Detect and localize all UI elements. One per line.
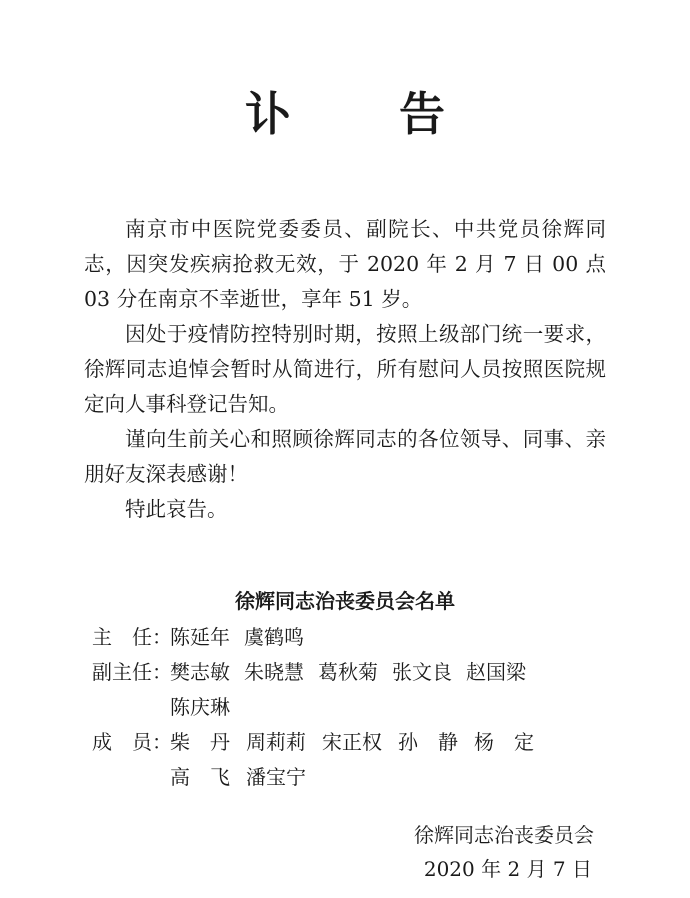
deputy-name: 樊志敏	[170, 660, 230, 684]
document-title: 讣 告	[244, 87, 491, 141]
director-label: 主 任：	[92, 625, 172, 649]
deputy-name: 葛秋菊	[318, 660, 378, 684]
signature-date: 2020 年 2 月 7 日	[423, 857, 592, 881]
member-name: 高 飞	[170, 765, 230, 789]
roster-row-members	[92, 725, 592, 795]
member-name: 周莉莉	[246, 730, 306, 754]
committee-roster	[92, 620, 592, 795]
committee-title: 徐辉同志治丧委员会名单	[235, 589, 455, 613]
director-name: 虞鹤鸣	[244, 625, 304, 649]
deputy-name: 朱晓慧	[244, 660, 304, 684]
member-label: 成 员：	[92, 730, 172, 754]
signature-block	[414, 818, 594, 886]
roster-row-directors	[92, 620, 592, 655]
deputy-name: 陈庆琳	[170, 695, 230, 719]
member-name: 孙 静	[398, 730, 458, 754]
paragraph-closing: 特此哀告。	[125, 497, 228, 521]
paragraph-thanks: 谨向生前关心和照顾徐辉同志的各位领导、同事、亲朋好友深表感谢！	[84, 427, 606, 486]
director-names	[170, 620, 580, 655]
paragraph-announcement: 南京市中医院党委委员、副院长、中共党员徐辉同志，因突发疾病抢救无效，于 2020 年 2 月 7 日 00 点 03 分在南京不幸逝世，享年 51 岁。	[84, 217, 606, 311]
deputy-name: 赵国梁	[466, 660, 526, 684]
member-name: 柴 丹	[170, 730, 230, 754]
paragraph-arrangements: 因处于疫情防控特别时期，按照上级部门统一要求，徐辉同志追悼会暂时从简进行，所有慰问人员按照医院规定向人事科登记告知。	[84, 322, 606, 416]
signature-org: 徐辉同志治丧委员会	[414, 823, 594, 847]
obituary-body	[84, 212, 606, 527]
deputy-names	[170, 655, 580, 725]
director-name: 陈延年	[170, 625, 230, 649]
roster-row-deputies	[92, 655, 592, 725]
member-name: 宋正权	[322, 730, 382, 754]
member-name: 潘宝宁	[246, 765, 306, 789]
member-names	[170, 725, 580, 795]
deputy-name: 张文良	[392, 660, 452, 684]
deputy-label: 副主任：	[92, 660, 172, 684]
member-name: 杨 定	[474, 730, 534, 754]
